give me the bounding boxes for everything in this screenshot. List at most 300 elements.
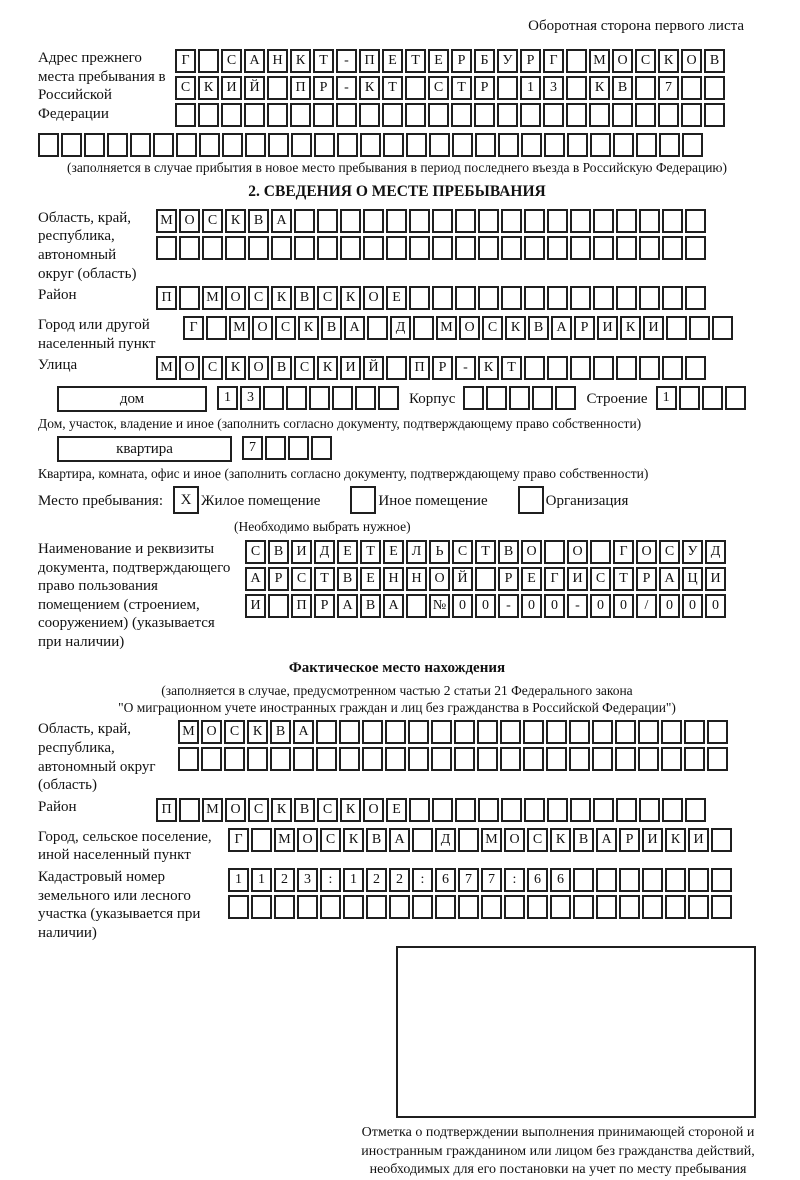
char-box[interactable] <box>199 133 220 157</box>
apartment-type-box[interactable]: квартира <box>57 436 232 462</box>
char-box[interactable] <box>386 209 407 233</box>
char-box[interactable]: А <box>659 567 680 591</box>
char-box[interactable] <box>544 133 565 157</box>
char-box[interactable] <box>245 133 266 157</box>
char-box[interactable] <box>332 386 353 410</box>
char-box[interactable]: М <box>481 828 502 852</box>
char-box[interactable] <box>661 720 682 744</box>
char-box[interactable]: М <box>436 316 457 340</box>
char-box[interactable] <box>153 133 174 157</box>
char-box[interactable]: С <box>245 540 266 564</box>
char-box[interactable] <box>547 356 568 380</box>
char-box[interactable] <box>271 236 292 260</box>
char-box[interactable]: 0 <box>544 594 565 618</box>
char-box[interactable] <box>339 720 360 744</box>
char-box[interactable]: К <box>478 356 499 380</box>
char-box[interactable]: И <box>705 567 726 591</box>
char-box[interactable] <box>520 103 541 127</box>
char-box[interactable]: 1 <box>251 868 272 892</box>
char-box[interactable]: С <box>659 540 680 564</box>
char-box[interactable]: К <box>290 49 311 73</box>
char-box[interactable] <box>616 236 637 260</box>
char-box[interactable] <box>658 103 679 127</box>
char-box[interactable]: В <box>366 828 387 852</box>
char-box[interactable]: В <box>612 76 633 100</box>
char-box[interactable]: Е <box>337 540 358 564</box>
char-box[interactable] <box>638 720 659 744</box>
char-box[interactable] <box>712 316 733 340</box>
char-box[interactable]: В <box>321 316 342 340</box>
char-box[interactable] <box>337 133 358 157</box>
char-box[interactable] <box>570 798 591 822</box>
char-box[interactable]: Г <box>183 316 204 340</box>
char-box[interactable]: 3 <box>240 386 261 410</box>
char-box[interactable] <box>297 895 318 919</box>
char-box[interactable]: Й <box>452 567 473 591</box>
char-box[interactable] <box>408 720 429 744</box>
char-box[interactable] <box>382 103 403 127</box>
char-box[interactable]: О <box>567 540 588 564</box>
char-box[interactable] <box>546 720 567 744</box>
char-box[interactable]: 7 <box>481 868 502 892</box>
char-box[interactable]: В <box>248 209 269 233</box>
char-box[interactable]: В <box>294 798 315 822</box>
char-box[interactable]: № <box>429 594 450 618</box>
char-box[interactable] <box>429 133 450 157</box>
char-box[interactable] <box>501 209 522 233</box>
char-box[interactable] <box>636 133 657 157</box>
char-box[interactable] <box>707 747 728 771</box>
char-box[interactable] <box>504 895 525 919</box>
char-box[interactable]: Л <box>406 540 427 564</box>
char-box[interactable]: Т <box>501 356 522 380</box>
char-box[interactable]: Р <box>574 316 595 340</box>
char-box[interactable] <box>662 236 683 260</box>
char-box[interactable] <box>707 720 728 744</box>
char-box[interactable] <box>290 103 311 127</box>
char-box[interactable] <box>619 895 640 919</box>
char-box[interactable] <box>500 720 521 744</box>
char-box[interactable]: А <box>383 594 404 618</box>
char-box[interactable] <box>478 236 499 260</box>
char-box[interactable] <box>291 133 312 157</box>
char-box[interactable]: А <box>337 594 358 618</box>
char-box[interactable]: М <box>202 286 223 310</box>
char-box[interactable] <box>523 720 544 744</box>
char-box[interactable] <box>385 747 406 771</box>
char-box[interactable]: К <box>247 720 268 744</box>
char-box[interactable]: И <box>643 316 664 340</box>
char-box[interactable] <box>642 895 663 919</box>
char-box[interactable] <box>477 720 498 744</box>
char-box[interactable] <box>524 236 545 260</box>
char-box[interactable]: О <box>248 356 269 380</box>
char-box[interactable] <box>662 356 683 380</box>
char-box[interactable]: О <box>201 720 222 744</box>
char-box[interactable] <box>288 436 309 460</box>
char-box[interactable] <box>619 868 640 892</box>
char-box[interactable]: Т <box>360 540 381 564</box>
char-box[interactable]: А <box>596 828 617 852</box>
char-box[interactable]: К <box>298 316 319 340</box>
char-box[interactable] <box>360 133 381 157</box>
char-box[interactable]: С <box>221 49 242 73</box>
char-box[interactable] <box>661 747 682 771</box>
char-box[interactable]: С <box>294 356 315 380</box>
char-box[interactable]: Й <box>244 76 265 100</box>
char-box[interactable] <box>570 209 591 233</box>
char-box[interactable]: А <box>551 316 572 340</box>
char-box[interactable] <box>455 236 476 260</box>
char-box[interactable] <box>639 209 660 233</box>
char-box[interactable] <box>662 798 683 822</box>
char-box[interactable] <box>386 236 407 260</box>
char-box[interactable]: В <box>704 49 725 73</box>
char-box[interactable]: 3 <box>543 76 564 100</box>
char-box[interactable] <box>685 209 706 233</box>
char-box[interactable] <box>339 747 360 771</box>
char-box[interactable] <box>596 895 617 919</box>
char-box[interactable] <box>265 436 286 460</box>
char-box[interactable]: М <box>156 356 177 380</box>
char-box[interactable] <box>286 386 307 410</box>
char-box[interactable] <box>378 386 399 410</box>
char-box[interactable] <box>385 720 406 744</box>
char-box[interactable] <box>704 103 725 127</box>
char-box[interactable]: К <box>271 286 292 310</box>
char-box[interactable]: 7 <box>658 76 679 100</box>
char-box[interactable] <box>431 720 452 744</box>
char-box[interactable]: П <box>409 356 430 380</box>
char-box[interactable] <box>702 386 723 410</box>
char-box[interactable] <box>593 798 614 822</box>
char-box[interactable] <box>501 798 522 822</box>
char-box[interactable] <box>486 386 507 410</box>
char-box[interactable]: С <box>248 286 269 310</box>
char-box[interactable]: У <box>497 49 518 73</box>
char-box[interactable] <box>314 133 335 157</box>
char-box[interactable] <box>662 286 683 310</box>
char-box[interactable]: К <box>198 76 219 100</box>
char-box[interactable]: С <box>202 356 223 380</box>
char-box[interactable]: С <box>482 316 503 340</box>
char-box[interactable]: 0 <box>590 594 611 618</box>
char-box[interactable] <box>412 895 433 919</box>
char-box[interactable] <box>478 798 499 822</box>
char-box[interactable]: М <box>589 49 610 73</box>
char-box[interactable]: 6 <box>527 868 548 892</box>
char-box[interactable] <box>355 386 376 410</box>
char-box[interactable]: У <box>682 540 703 564</box>
char-box[interactable] <box>685 286 706 310</box>
char-box[interactable] <box>685 236 706 260</box>
char-box[interactable]: В <box>573 828 594 852</box>
char-box[interactable]: Е <box>521 567 542 591</box>
char-box[interactable] <box>202 236 223 260</box>
char-box[interactable]: П <box>156 286 177 310</box>
char-box[interactable] <box>518 486 544 514</box>
char-box[interactable]: 1 <box>520 76 541 100</box>
char-box[interactable] <box>362 747 383 771</box>
char-box[interactable] <box>61 133 82 157</box>
char-box[interactable]: Г <box>228 828 249 852</box>
char-box[interactable] <box>711 828 732 852</box>
char-box[interactable]: О <box>681 49 702 73</box>
char-box[interactable]: К <box>665 828 686 852</box>
char-box[interactable]: С <box>224 720 245 744</box>
char-box[interactable] <box>555 386 576 410</box>
char-box[interactable] <box>244 103 265 127</box>
char-box[interactable]: М <box>178 720 199 744</box>
char-box[interactable]: О <box>429 567 450 591</box>
char-box[interactable] <box>567 133 588 157</box>
char-box[interactable] <box>615 720 636 744</box>
char-box[interactable] <box>704 76 725 100</box>
char-box[interactable] <box>224 747 245 771</box>
char-box[interactable] <box>274 895 295 919</box>
char-box[interactable]: А <box>389 828 410 852</box>
char-box[interactable]: 0 <box>475 594 496 618</box>
char-box[interactable] <box>481 895 502 919</box>
char-box[interactable]: Р <box>619 828 640 852</box>
char-box[interactable]: О <box>225 798 246 822</box>
char-box[interactable] <box>454 720 475 744</box>
char-box[interactable] <box>409 286 430 310</box>
char-box[interactable] <box>725 386 746 410</box>
char-box[interactable]: 1 <box>228 868 249 892</box>
char-box[interactable]: М <box>274 828 295 852</box>
char-box[interactable]: К <box>225 356 246 380</box>
char-box[interactable]: С <box>452 540 473 564</box>
char-box[interactable] <box>221 103 242 127</box>
char-box[interactable] <box>592 720 613 744</box>
char-box[interactable]: : <box>504 868 525 892</box>
char-box[interactable]: Е <box>360 567 381 591</box>
char-box[interactable] <box>498 133 519 157</box>
char-box[interactable] <box>566 76 587 100</box>
char-box[interactable] <box>679 386 700 410</box>
char-box[interactable] <box>569 747 590 771</box>
char-box[interactable]: Е <box>386 286 407 310</box>
char-box[interactable] <box>478 286 499 310</box>
char-box[interactable]: К <box>550 828 571 852</box>
char-box[interactable]: М <box>202 798 223 822</box>
char-box[interactable] <box>665 868 686 892</box>
char-box[interactable] <box>366 895 387 919</box>
char-box[interactable] <box>176 133 197 157</box>
char-box[interactable] <box>84 133 105 157</box>
char-box[interactable] <box>405 103 426 127</box>
char-box[interactable]: 0 <box>659 594 680 618</box>
char-box[interactable] <box>684 747 705 771</box>
char-box[interactable]: В <box>337 567 358 591</box>
char-box[interactable] <box>435 895 456 919</box>
char-box[interactable] <box>596 868 617 892</box>
char-box[interactable]: Т <box>382 76 403 100</box>
char-box[interactable] <box>409 798 430 822</box>
char-box[interactable] <box>681 103 702 127</box>
char-box[interactable]: В <box>270 720 291 744</box>
char-box[interactable] <box>566 49 587 73</box>
char-box[interactable] <box>547 236 568 260</box>
char-box[interactable] <box>524 209 545 233</box>
char-box[interactable]: Р <box>432 356 453 380</box>
char-box[interactable]: 6 <box>550 868 571 892</box>
char-box[interactable] <box>316 747 337 771</box>
char-box[interactable] <box>179 286 200 310</box>
char-box[interactable] <box>682 133 703 157</box>
char-box[interactable] <box>317 209 338 233</box>
char-box[interactable] <box>267 103 288 127</box>
char-box[interactable] <box>521 133 542 157</box>
char-box[interactable]: О <box>521 540 542 564</box>
char-box[interactable] <box>251 895 272 919</box>
char-box[interactable]: Р <box>451 49 472 73</box>
char-box[interactable] <box>474 103 495 127</box>
char-box[interactable] <box>455 286 476 310</box>
char-box[interactable] <box>432 286 453 310</box>
char-box[interactable] <box>685 798 706 822</box>
char-box[interactable] <box>431 747 452 771</box>
char-box[interactable]: Т <box>313 49 334 73</box>
char-box[interactable]: С <box>317 286 338 310</box>
char-box[interactable] <box>389 895 410 919</box>
char-box[interactable] <box>316 720 337 744</box>
char-box[interactable] <box>336 103 357 127</box>
char-box[interactable]: К <box>271 798 292 822</box>
char-box[interactable] <box>570 236 591 260</box>
char-box[interactable] <box>228 895 249 919</box>
char-box[interactable] <box>524 798 545 822</box>
char-box[interactable]: 0 <box>452 594 473 618</box>
char-box[interactable]: К <box>317 356 338 380</box>
char-box[interactable] <box>616 356 637 380</box>
char-box[interactable] <box>38 133 59 157</box>
char-box[interactable]: С <box>590 567 611 591</box>
char-box[interactable] <box>222 133 243 157</box>
char-box[interactable]: 0 <box>613 594 634 618</box>
char-box[interactable] <box>432 209 453 233</box>
char-box[interactable]: К <box>340 798 361 822</box>
char-box[interactable] <box>247 747 268 771</box>
char-box[interactable]: К <box>505 316 526 340</box>
char-box[interactable]: Г <box>175 49 196 73</box>
char-box[interactable]: В <box>360 594 381 618</box>
char-box[interactable]: С <box>635 49 656 73</box>
char-box[interactable]: 0 <box>521 594 542 618</box>
char-box[interactable] <box>689 316 710 340</box>
char-box[interactable]: Б <box>474 49 495 73</box>
char-box[interactable] <box>500 747 521 771</box>
char-box[interactable] <box>615 747 636 771</box>
char-box[interactable] <box>107 133 128 157</box>
char-box[interactable] <box>263 386 284 410</box>
char-box[interactable] <box>592 747 613 771</box>
char-box[interactable]: К <box>225 209 246 233</box>
char-box[interactable] <box>294 209 315 233</box>
char-box[interactable] <box>454 747 475 771</box>
char-box[interactable] <box>428 103 449 127</box>
char-box[interactable] <box>497 76 518 100</box>
char-box[interactable] <box>639 286 660 310</box>
char-box[interactable]: А <box>293 720 314 744</box>
char-box[interactable] <box>612 103 633 127</box>
char-box[interactable] <box>343 895 364 919</box>
char-box[interactable]: О <box>363 798 384 822</box>
char-box[interactable] <box>593 356 614 380</box>
char-box[interactable]: Е <box>383 540 404 564</box>
char-box[interactable] <box>268 594 289 618</box>
char-box[interactable]: Р <box>313 76 334 100</box>
char-box[interactable]: Р <box>636 567 657 591</box>
char-box[interactable] <box>635 103 656 127</box>
char-box[interactable] <box>452 133 473 157</box>
char-box[interactable] <box>432 798 453 822</box>
char-box[interactable]: И <box>221 76 242 100</box>
char-box[interactable] <box>455 209 476 233</box>
char-box[interactable]: С <box>291 567 312 591</box>
char-box[interactable]: П <box>156 798 177 822</box>
char-box[interactable] <box>350 486 376 514</box>
char-box[interactable]: А <box>271 209 292 233</box>
char-box[interactable] <box>225 236 246 260</box>
char-box[interactable] <box>201 747 222 771</box>
char-box[interactable]: - <box>498 594 519 618</box>
char-box[interactable]: Т <box>314 567 335 591</box>
char-box[interactable] <box>293 747 314 771</box>
char-box[interactable] <box>175 103 196 127</box>
char-box[interactable] <box>550 895 571 919</box>
char-box[interactable] <box>386 356 407 380</box>
char-box[interactable]: С <box>428 76 449 100</box>
char-box[interactable]: Д <box>435 828 456 852</box>
char-box[interactable] <box>666 316 687 340</box>
char-box[interactable]: Д <box>390 316 411 340</box>
char-box[interactable] <box>590 133 611 157</box>
char-box[interactable]: О <box>179 356 200 380</box>
char-box[interactable] <box>359 103 380 127</box>
char-box[interactable]: Д <box>314 540 335 564</box>
char-box[interactable]: О <box>459 316 480 340</box>
char-box[interactable] <box>251 828 272 852</box>
char-box[interactable]: И <box>567 567 588 591</box>
char-box[interactable] <box>616 798 637 822</box>
char-box[interactable]: Г <box>544 567 565 591</box>
char-box[interactable] <box>547 286 568 310</box>
char-box[interactable]: Р <box>520 49 541 73</box>
char-box[interactable]: О <box>252 316 273 340</box>
char-box[interactable] <box>613 133 634 157</box>
char-box[interactable]: В <box>271 356 292 380</box>
char-box[interactable] <box>367 316 388 340</box>
char-box[interactable]: : <box>320 868 341 892</box>
char-box[interactable]: О <box>363 286 384 310</box>
char-box[interactable] <box>248 236 269 260</box>
char-box[interactable]: Р <box>474 76 495 100</box>
char-box[interactable] <box>198 49 219 73</box>
char-box[interactable] <box>294 236 315 260</box>
char-box[interactable] <box>501 236 522 260</box>
char-box[interactable]: Г <box>543 49 564 73</box>
char-box[interactable]: X <box>173 486 199 514</box>
char-box[interactable] <box>313 103 334 127</box>
char-box[interactable]: Ь <box>429 540 450 564</box>
char-box[interactable]: Е <box>386 798 407 822</box>
char-box[interactable] <box>413 316 434 340</box>
char-box[interactable] <box>130 133 151 157</box>
char-box[interactable]: С <box>202 209 223 233</box>
char-box[interactable] <box>711 895 732 919</box>
